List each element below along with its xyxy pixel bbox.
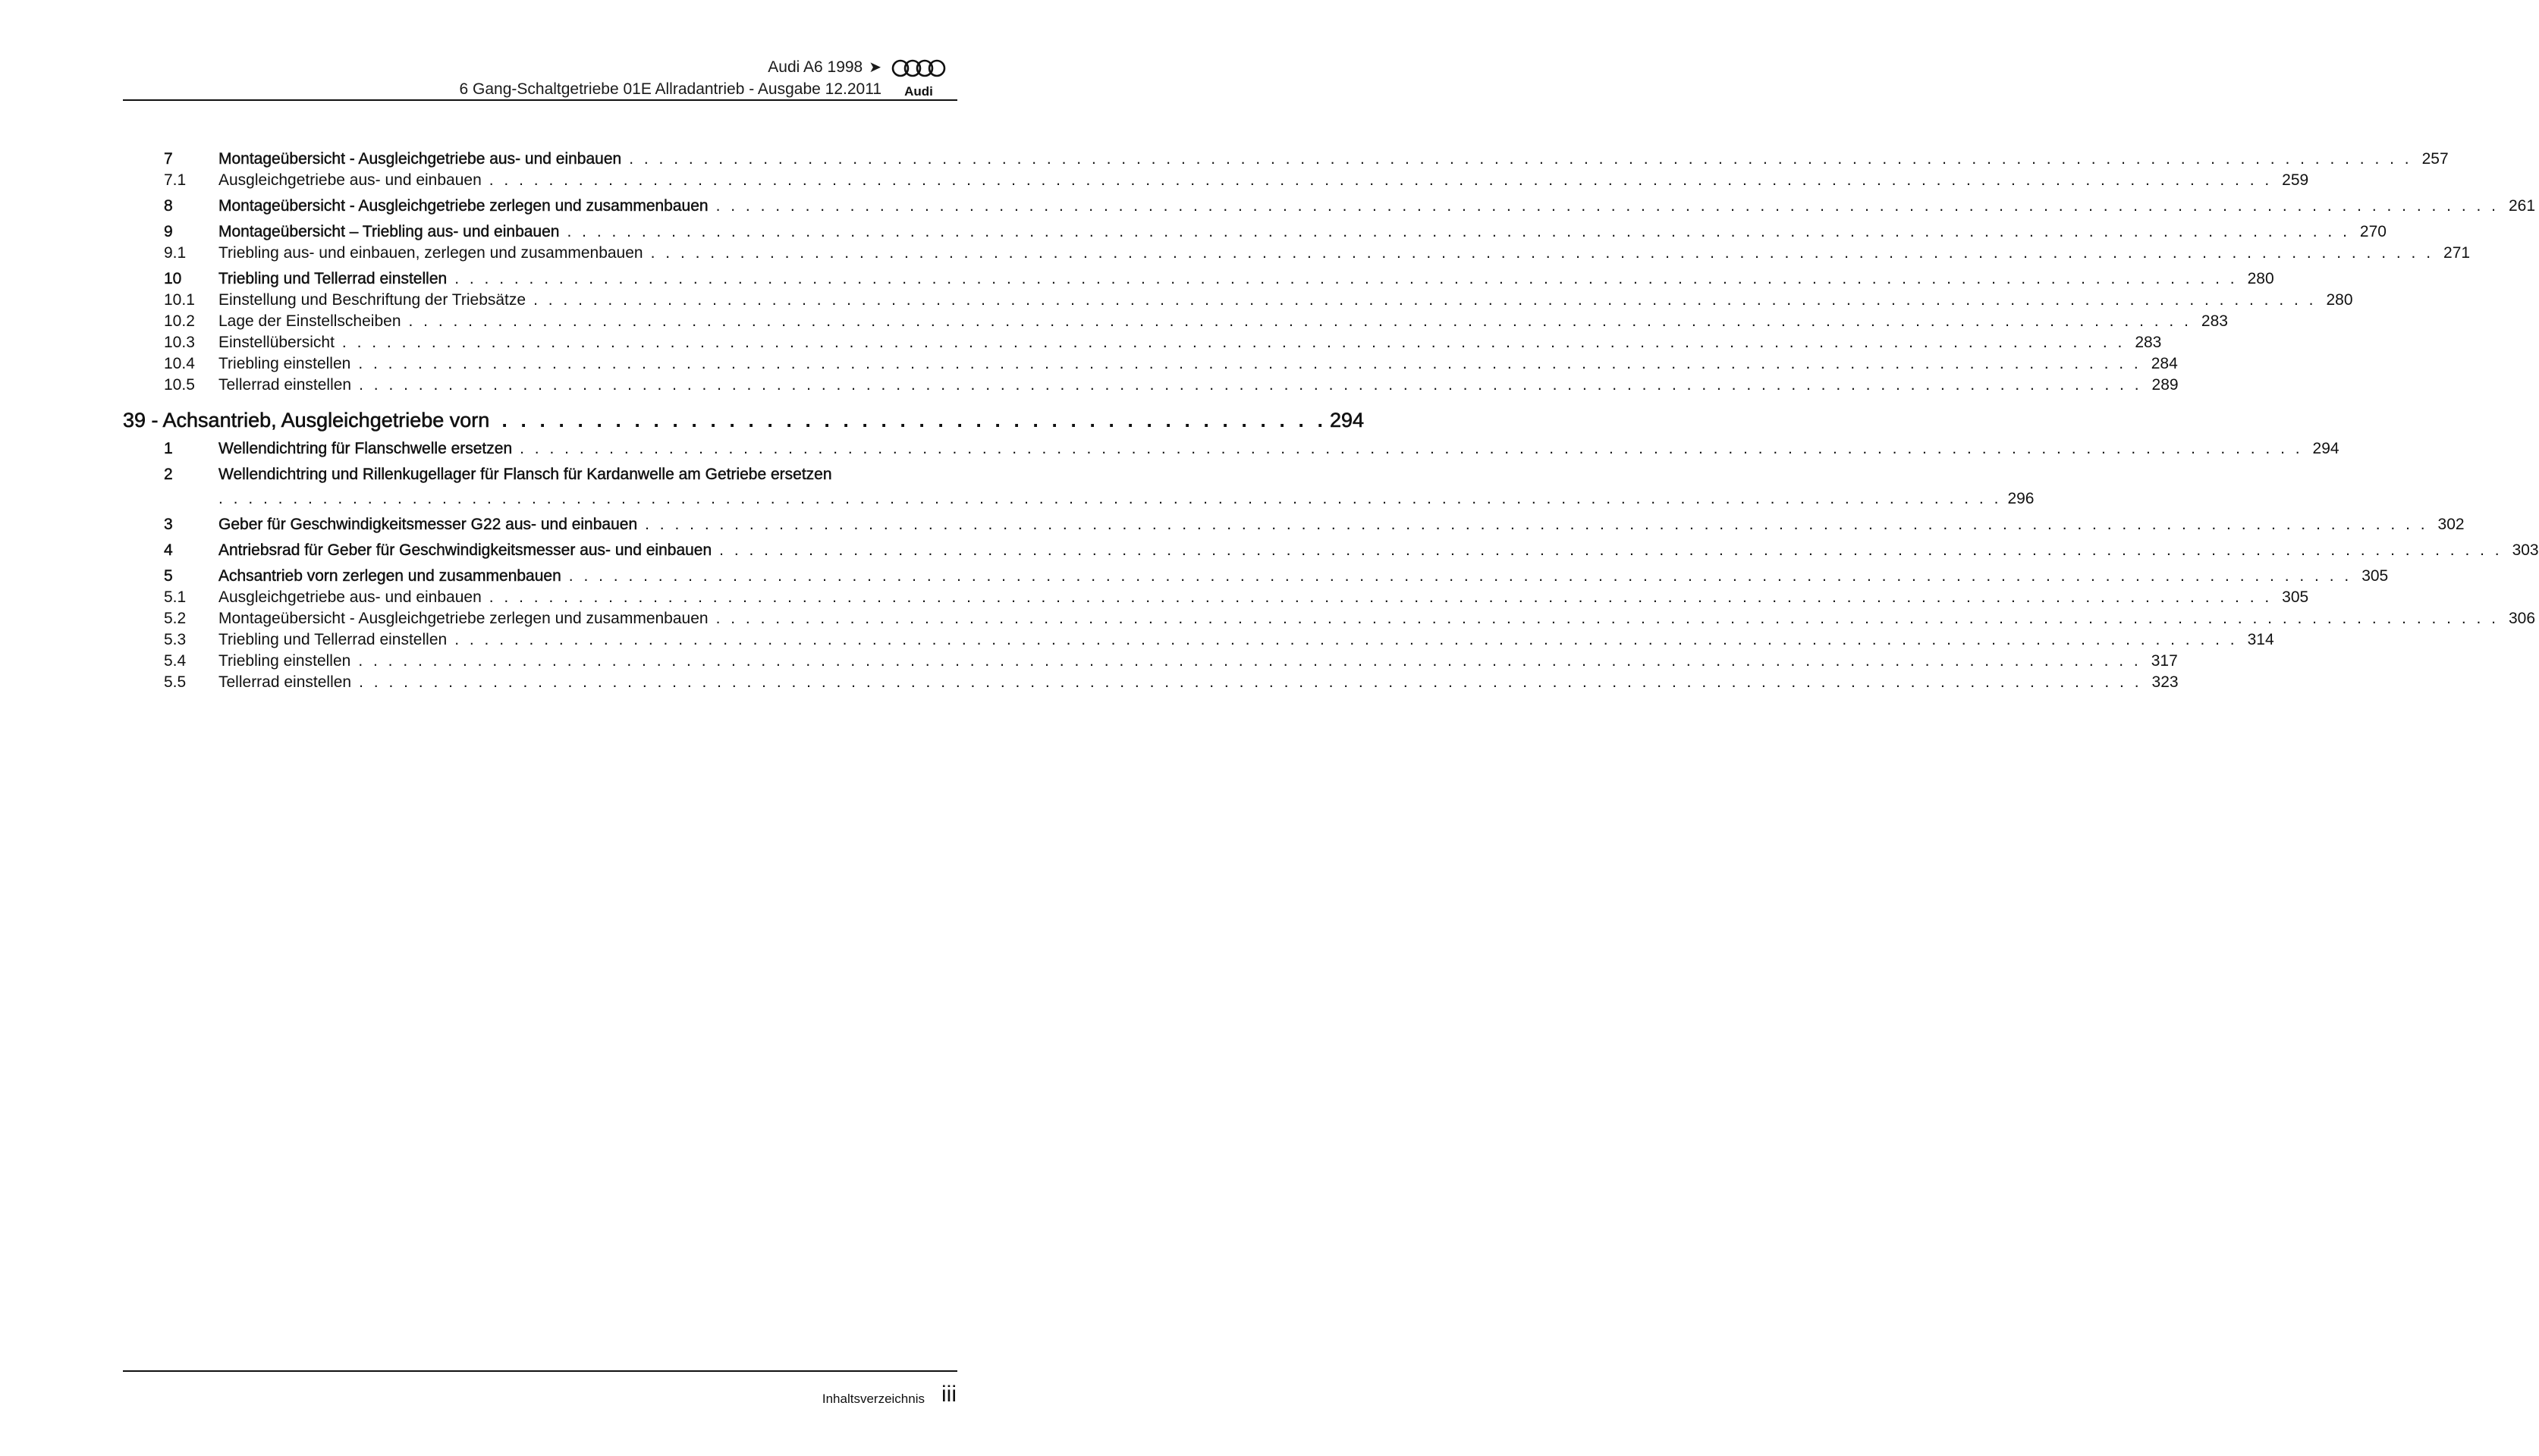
- toc-entry-page: 284: [2151, 355, 2178, 372]
- leader-dots: . . . . . . . . . . . . . . . . . . . . . . . . . . . . . . . . . . . . . . . . . . . . . . . . . . . . . . . . . . . . . . . . . . . . . . . . . . . . . . . . . . . . . . . . . . . . . . . . . . . . . . . . . . . . . . . . . . . . . . . .: [489, 171, 2273, 189]
- toc-entry-page: 306: [2508, 610, 2536, 627]
- toc-entry-title: Wellendichtring für Flanschwelle ersetzen: [218, 440, 513, 457]
- toc-entry-number: 10.5: [164, 376, 195, 394]
- leader-dots: . . . . . . . . . . . . . . . . . . . . . . . . . . . . . . . . . . . . . . . . . . . . . . . . . . . . . . . . . . . . . . . . . . . . . . . . . . . . . . . . . . . . . . . . . . . . . . . . . . . . . . . . . . . . . . . . . . . . . . . .: [359, 673, 2142, 691]
- toc-entry-title: Einstellung und Beschriftung der Triebsätze: [218, 291, 526, 309]
- toc-entry-title: Triebling einstellen: [218, 355, 351, 372]
- toc-entry[interactable]: [123, 290, 2353, 311]
- toc-entry-number: 10.4: [164, 355, 195, 372]
- leader-dots: . . . . . . . . . . . . . . . . . . . . . . . . . . . . . . . . . . . . . . . . . . . . . . . . . . . . . . . . . . . . . . . . . . . . . . . . . . . . . . . . . . . . . . . . . . . . . . . . . . . . . . . . . . . . . . . . . . . . . . . .: [533, 291, 2317, 309]
- toc-entry[interactable]: [123, 149, 2449, 170]
- audi-logo: [891, 58, 947, 100]
- toc-entry-title: Triebling und Tellerrad einstellen: [218, 270, 448, 287]
- leader-dots: . . . . . . . . . . . . . . . . . . . . . . . . . . . . . . . . . . . . . . . . . . . . . . . . . . . . . . . . . . . . . . . . . . . . . . . . . . . . . . . . . . . . . . . . . . . . . . . . . . . . . . . . . . . . . . . . . . . . . . . .: [454, 631, 2238, 648]
- leader-dots: . . . . . . . . . . . . . . . . . . . . . . . . . . . . . . . . . . . . . . . . . . . . . . . . . . . . . . . . . . . . . . . . . . . . . . . . . . . . . . . . . . . . . . . . . . . . . . . . . . . . . . . . . . . . . . . . . . . . . . . .: [520, 440, 2303, 457]
- leader-dots: . . . . . . . . . . . . . . . . . . . . . . . . . . . . . . . . . . . . . . . . . . . . . . . . . . . . . . . . . . . . . . . . . . . . . . . . . . . . . . . . . . . . . . . . . . . . . . . . . . . . . . . . . . . . . . . . . . . . . . . .: [489, 588, 2273, 606]
- toc-entry-title: Montageübersicht – Triebling aus- und einbauen: [218, 223, 560, 240]
- toc-entry[interactable]: [123, 170, 2309, 191]
- toc-entry[interactable]: [123, 332, 2162, 353]
- toc-entry-number: 5.3: [164, 631, 187, 648]
- toc-entry[interactable]: [123, 672, 2179, 693]
- leader-dots: . . . . . . . . . . . . . . . . . . . . . . . . . . . . . . . . . . . . . . . . . . . . . . . . . . . . . . . . . . . . . . . . . . . . . . . . . . . . . . . . . . . . . . . . . . . . . . . . . . . . . . . . . . . . . . . . . . . . . . . .: [567, 223, 2350, 240]
- leader-dots: . . . . . . . . . . . . . . . . . . . . . . . . . . . . . . . . . . . . . . . . . . . . . . . . . . . . . . . . . . . . . . . . . . . . . . . . . . . . . . . . . . . . . . . . . . . . . . . . . . . . . . . . . . . . . . . . . . . . . . . .: [629, 150, 2412, 168]
- toc-entry-title: Montageübersicht - Ausgleichgetriebe aus- und einbauen: [218, 150, 622, 168]
- toc-entry-page: 305: [2282, 588, 2309, 606]
- toc-entry-page: 280: [2326, 291, 2353, 309]
- toc-entry-number: 2: [164, 466, 173, 483]
- toc-entry[interactable]: [123, 243, 2471, 264]
- toc-entry-title: Montageübersicht - Ausgleichgetriebe zerlegen und zusammenbauen: [218, 197, 709, 215]
- chapter-page: 294: [1329, 409, 1365, 431]
- toc-entry-title: Achsantrieb vorn zerlegen und zusammenbauen: [218, 567, 561, 585]
- toc-entry-number: 10: [164, 270, 182, 287]
- toc-entry-number: 9.1: [164, 244, 187, 262]
- toc-entry-number: 3: [164, 516, 173, 533]
- toc-entry-number: 8: [164, 197, 173, 215]
- page-header: [123, 58, 957, 100]
- toc-entry-number: 5.5: [164, 673, 187, 691]
- toc-entry-title: Montageübersicht - Ausgleichgetriebe zerlegen und zusammenbauen: [218, 610, 709, 627]
- toc-entry-title: Ausgleichgetriebe aus- und einbauen: [218, 171, 482, 189]
- toc-entry-page: 294: [2312, 440, 2339, 457]
- toc-entry-title: Lage der Einstellscheiben: [218, 312, 401, 330]
- toc-entry[interactable]: [123, 651, 2178, 672]
- toc-entry-title: Ausgleichgetriebe aus- und einbauen: [218, 588, 482, 606]
- toc-entry-page: 280: [2247, 270, 2274, 287]
- toc-entry[interactable]: [123, 608, 2536, 629]
- toc-entry[interactable]: [123, 540, 2539, 561]
- toc-entry[interactable]: [123, 514, 2465, 535]
- toc-entry-page: 271: [2443, 244, 2471, 262]
- footer-page-number: iii: [941, 1382, 957, 1407]
- toc-entry-page: 289: [2151, 376, 2179, 394]
- chapter-title: 39 - Achsantrieb, Ausgleichgetriebe vorn: [123, 409, 490, 431]
- toc-entry[interactable]: [123, 438, 2339, 460]
- toc-entry-page: 257: [2421, 150, 2449, 168]
- chapter-heading[interactable]: [123, 406, 1365, 434]
- header-model-line: [768, 58, 881, 77]
- toc-entry-page: 270: [2359, 223, 2387, 240]
- toc-entry-page: 317: [2151, 652, 2178, 670]
- audi-logo-text: Audi: [904, 84, 933, 99]
- header-rule: [123, 99, 957, 101]
- toc-entry-number: 7.1: [164, 171, 187, 189]
- toc-entry[interactable]: [123, 629, 2274, 651]
- arrow-right-icon: ➤: [869, 59, 881, 76]
- audi-rings-icon: [891, 58, 947, 100]
- toc-entry-page: 259: [2282, 171, 2309, 189]
- footer-rule: [123, 1370, 957, 1372]
- toc-entry[interactable]: [123, 566, 2389, 587]
- toc-entry-title: Triebling aus- und einbauen, zerlegen und zusammenbauen: [218, 244, 643, 262]
- toc-entry-number: 5.1: [164, 588, 187, 606]
- toc-section-bottom: [123, 438, 2539, 693]
- toc-entry-page: 302: [2437, 516, 2465, 533]
- leader-dots: . . . . . . . . . . . . . . . . . . . . . . . . . . . . . . . . . . . . . . . . . . . . . . . . . . . . . . . . . . . . . . . . . . . . . . . . . . . . . . . . . . . . . . . . . . . . . . . . . . . . . . . . . . . . . . . . . . . . . . . .: [715, 197, 2500, 215]
- toc-entry-number: 5.2: [164, 610, 187, 627]
- toc-entry-number: 10.1: [164, 291, 195, 309]
- leader-dots: . . . . . . . . . . . . . . . . . . . . . . . . . . . . . . . . . . . . . . . . . . . . . . . . . . . . . . . . . . . . . . . . . . . . . . . . . . . . . . . . . . . . . . . . . . . . . . . . . . . . . . . . . . . . . . . . . . . . . . . .: [359, 376, 2142, 394]
- toc-entry-page: 283: [2201, 312, 2228, 330]
- toc-entry[interactable]: [123, 268, 2274, 290]
- leader-dots: . . . . . . . . . . . . . . . . . . . . . . . . . . . . . . . . . . . . . . . . . . . . . . . . . . . . . . . . . . . . . . . . . . . . . . . . . . . . . . . . . . . . . . . . . . . . . . . . . . . . . . . . . . . . . . . . . . . . . . . .: [645, 516, 2428, 533]
- leader-dots: . . . . . . . . . . . . . . . . . . . . . . . . . . . . . . . . . . . . . . . . . . . . . . . . . . . . . . . . . . . . . . . . . . . . . . . . . . . . . . . . . . . . . . . . . . . . . . . . . . . . . . . . . . . . . . . . . . . . . . . .: [568, 567, 2352, 585]
- toc-entry-title: Triebling einstellen: [218, 652, 351, 670]
- toc-entry-title: Tellerrad einstellen: [218, 673, 352, 691]
- toc-entry-title: Antriebsrad für Geber für Geschwindigkeitsmesser aus- und einbauen: [218, 541, 712, 559]
- toc-entry-number: 10.3: [164, 334, 195, 351]
- table-of-contents: [123, 149, 2539, 693]
- toc-entry-title: Tellerrad einstellen: [218, 376, 352, 394]
- toc-entry-number: 4: [164, 541, 173, 559]
- toc-entry[interactable]: [123, 375, 2179, 396]
- toc-entry-number: 9: [164, 223, 173, 240]
- toc-entry-number: 5.4: [164, 652, 187, 670]
- footer-label: Inhaltsverzeichnis: [822, 1392, 925, 1406]
- toc-entry[interactable]: [123, 353, 2178, 375]
- toc-entry-page: 314: [2247, 631, 2274, 648]
- leader-dots: . . . . . . . . . . . . . . . . . . . . . . . . . . . . . . . . . . . . . . . . . . . . . . . . . . . . . . . . . . . . . . . . . . . . . . . . . . . . . . . . . . . . . . . . . . . . . . . . . . . . . . . . . . . . . . . . . . . . . . . .: [341, 334, 2126, 351]
- toc-entry-title: Geber für Geschwindigkeitsmesser G22 aus- und einbauen: [218, 516, 638, 533]
- toc-entry-number: 10.2: [164, 312, 195, 330]
- leader-dots: . . . . . . . . . . . . . . . . . . . . . . . . . . . . . . . . . . . . . . . . . . . . . . . . . . . . . . . . . . . . . . . . . . . . . . . . . . . . . . . . . . . . . . . . . . . . . . . . . . . . . . . . . . . . . . . . . . . . . . . .: [719, 541, 2503, 559]
- leader-dots: . . . . . . . . . . . . . . . . . . . . . . . . . . . . . . . . . . . . . . . . . . . . . . . . . . . . . . . . . . . . . . . . . . . . . . . . . . . . . . . . . . . . . . . . . . . . . . . . . . . . . . . . . . . . . . . . . . . . . . . .: [408, 312, 2192, 330]
- toc-entry-page: 303: [2512, 541, 2539, 559]
- toc-entry-number: 7: [164, 150, 173, 168]
- toc-entry[interactable]: [123, 221, 2387, 243]
- toc-entry-title: Einstellübersicht: [218, 334, 335, 351]
- toc-entry-page: 261: [2508, 197, 2536, 215]
- toc-entry-page: 305: [2361, 567, 2389, 585]
- leader-dots: . . . . . . . . . . . . . . . . . . . . . . . . . . . . . . . . . . . . . . . . . . . . . . . . . . . . . . . . . . . . . . . . . . . . . . . . . . . . . . . . . . . . . . . . . . . . . . . . . . . . . . . . . . . . . . . . . . . . . . . .: [650, 244, 2434, 262]
- toc-entry[interactable]: [123, 196, 2536, 217]
- leader-dots: . . . . . . . . . . . . . . . . . . . . . . . . . . . . . . . . . . . . . . . . . . . . . . . . . . . . . . . . . . . . . . . . . . . . . . . . . . . . . . . . . . . . . . . . . . . . . . . . . . . . . . . . . . . . . . . . . . . . . . . .: [454, 270, 2238, 287]
- leader-dots: . . . . . . . . . . . . . . . . . . . . . . . . . . . . . . . . . . . . . . . . . . . . . . . . . . . . . . . . . . . . . . . . . . . . . . . . . . . . . . . . . . . . . . . . . . . . . . . . . . . . . . . . . . . . . . . . . . . . . . . .: [358, 652, 2141, 670]
- toc-entry-title: Triebling und Tellerrad einstellen: [218, 631, 448, 648]
- leader-dots: . . . . . . . . . . . . . . . . . . . . . . . . . . . . . . . . . . . . . . . . . . . . . . . . . . . . . . . . . . . . . . . . . . . . . . . . . . . . . . . . . . . . . . . . . . . . . . . . . . . . . . . . . . . . . . . . . . . . . . . .: [358, 355, 2141, 372]
- header-subtitle: 6 Gang-Schaltgetriebe 01E Allradantrieb - Ausgabe 12.2011: [459, 80, 881, 98]
- toc-entry-page: 283: [2135, 334, 2162, 351]
- toc-entry[interactable]: [123, 464, 2035, 510]
- toc-entry[interactable]: [123, 311, 2228, 332]
- leader-dots: . . . . . . . . . . . . . . . . . . . . . . . . . . . . . . . . . . . . . . . . . . . .: [501, 409, 1327, 431]
- toc-entry-title: Wellendichtring und Rillenkugellager für Flansch für Kardanwelle am Getriebe ersetzen: [218, 466, 832, 483]
- toc-section-top: [123, 149, 2536, 396]
- leader-dots: . . . . . . . . . . . . . . . . . . . . . . . . . . . . . . . . . . . . . . . . . . . . . . . . . . . . . . . . . . . . . . . . . . . . . . . . . . . . . . . . . . . . . . . . . . . . . . . . . . . . . . . . . . . . . . . . . . . . . . . .: [218, 490, 2002, 507]
- toc-entry-page: 296: [2007, 490, 2035, 507]
- leader-dots: . . . . . . . . . . . . . . . . . . . . . . . . . . . . . . . . . . . . . . . . . . . . . . . . . . . . . . . . . . . . . . . . . . . . . . . . . . . . . . . . . . . . . . . . . . . . . . . . . . . . . . . . . . . . . . . . . . . . . . . .: [715, 610, 2500, 627]
- toc-entry-page: 323: [2151, 673, 2179, 691]
- toc-entry-number: 1: [164, 440, 173, 457]
- header-model: Audi A6 1998: [768, 58, 863, 76]
- toc-entry[interactable]: [123, 587, 2309, 608]
- toc-entry-number: 5: [164, 567, 173, 585]
